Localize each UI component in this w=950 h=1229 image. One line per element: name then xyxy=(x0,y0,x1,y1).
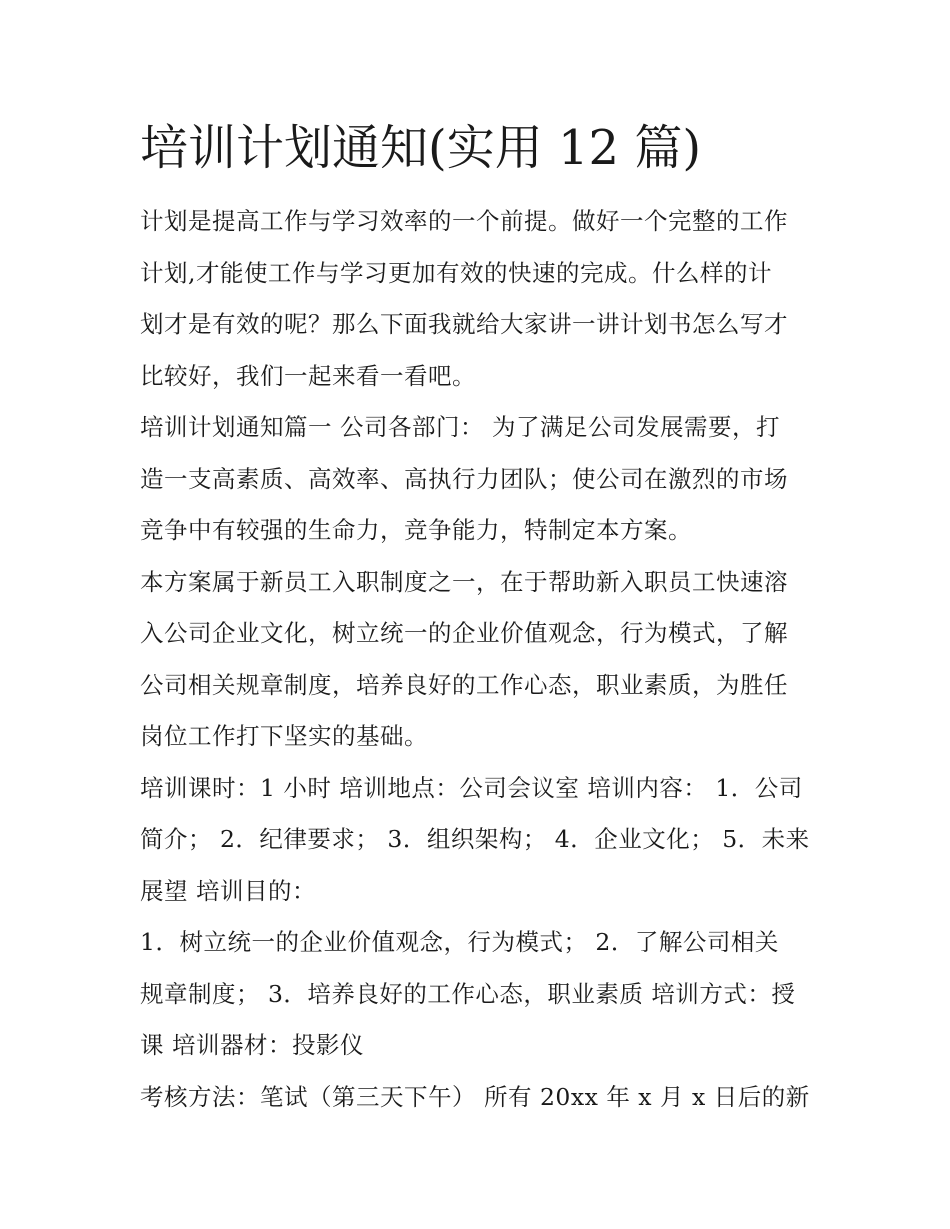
paragraph-line: 计划,才能使工作与学习更加有效的快速的完成。什么样的计 xyxy=(140,258,772,287)
paragraph-line: 计划是提高工作与学习效率的一个前提。做好一个完整的工作 xyxy=(140,207,788,235)
paragraph-line: 规章制度； 3．培养良好的工作心态，职业素质 培训方式：授 xyxy=(140,979,796,1008)
paragraph-line: 展望 培训目的： xyxy=(140,876,316,905)
paragraph-line: 岗位工作打下坚实的基础。 xyxy=(140,722,428,750)
document-body xyxy=(140,196,820,1123)
paragraph-line: 课 培训器材：投影仪 xyxy=(140,1031,364,1059)
paragraph-line: 培训计划通知篇一 公司各部门： 为了满足公司发展需要，打 xyxy=(140,413,780,441)
paragraph-line: 培训课时：1 小时 培训地点：公司会议室 培训内容： 1．公司 xyxy=(140,773,803,802)
paragraph-line: 简介； 2．纪律要求； 3．组织架构； 4．企业文化； 5．未来 xyxy=(140,825,810,853)
paragraph-line: 考核方法：笔试（第三天下午） 所有 20xx 年 x 月 x 日后的新 xyxy=(140,1082,810,1111)
paragraph-line: 划才是有效的呢？那么下面我就给大家讲一讲计划书怎么写才 xyxy=(140,310,788,338)
paragraph-line: 1．树立统一的企业价值观念，行为模式； 2．了解公司相关 xyxy=(140,928,779,956)
paragraph-line: 公司相关规章制度，培养良好的工作心态，职业素质，为胜任 xyxy=(140,670,788,699)
paragraph-line: 入公司企业文化，树立统一的企业价值观念，行为模式，了解 xyxy=(140,619,788,647)
paragraph-line: 比较好，我们一起来看一看吧。 xyxy=(140,361,476,390)
paragraph-line: 造一支高素质、高效率、高执行力团队；使公司在激烈的市场 xyxy=(140,464,788,493)
paragraph-line: 竞争中有较强的生命力，竞争能力，特制定本方案。 xyxy=(140,516,692,544)
document-title: 培训计划通知(实用 12 篇) xyxy=(140,120,702,176)
paragraph-line: 本方案属于新员工入职制度之一，在于帮助新入职员工快速溶 xyxy=(140,567,788,596)
